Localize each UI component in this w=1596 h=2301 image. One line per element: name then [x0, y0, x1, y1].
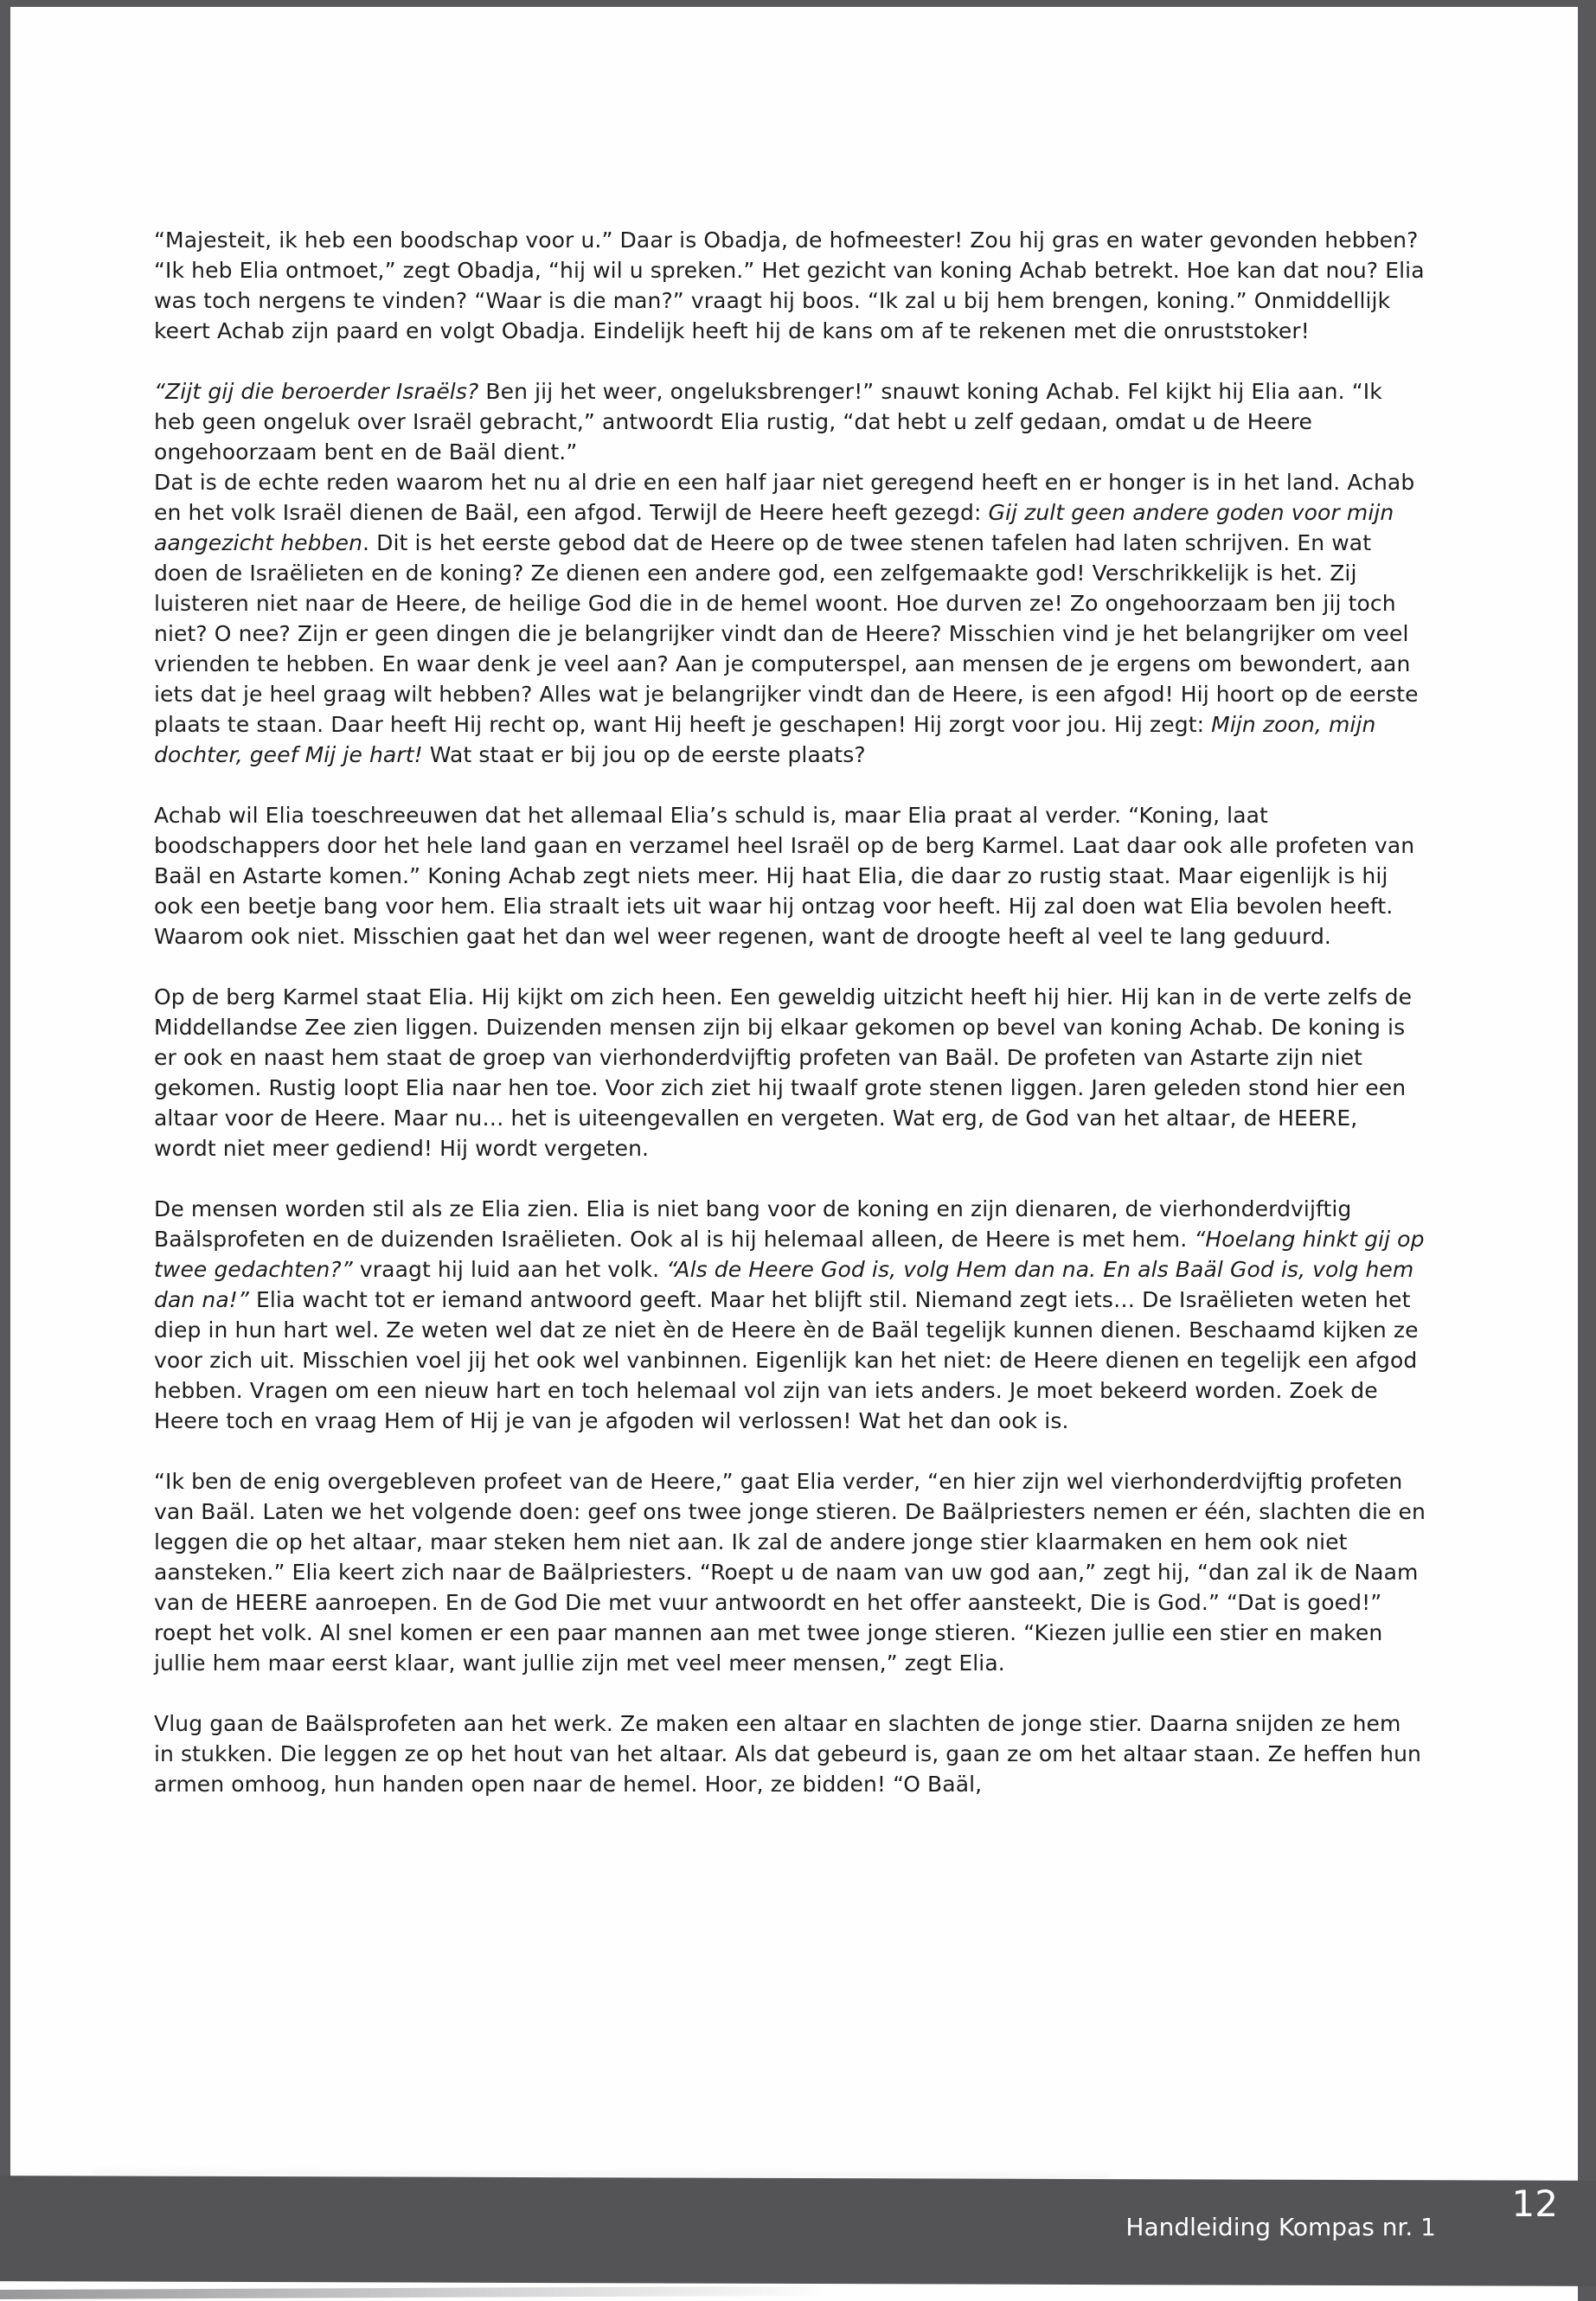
text-run: “Majesteit, ik heb een boodschap voor u.” Daar is Obadja, de hofmeester! Zou hij gras en water gevonden hebben? “Ik heb Elia ontmoet,” zegt Obadja, “hij wil u spreken.” Het gezicht van koning Achab betrekt. Hoe kan dat nou? Elia was toch nergens te vinden? “Waar is die man?” vraagt hij boos. “Ik zal u bij hem brengen, koning.” Onmiddellijk keert Achab zijn paard en volgt Obadja. Eindelijk heeft hij de kans om af te rekenen met die onruststoker! [154, 228, 1425, 343]
paragraph [154, 982, 1426, 1163]
text-run: Dat is de echte reden waarom het nu al drie en een half jaar niet geregend heeft en er honger is in het land. Achab en het volk Israël dienen de Baäl, een afgod. Terwijl de Heere heeft gezegd: [154, 470, 1415, 525]
text-run: Achab wil Elia toeschreeuwen dat het allemaal Elia’s schuld is, maar Elia praat al verder. “Koning, laat boodschappers door het hele land gaan en verzamel heel Israël op de berg Karmel. Laat daar ook alle profeten van Baäl en Astarte komen.” Koning Achab zegt niets meer. Hij haat Elia, die daar zo rustig staat. Maar eigenlijk is hij ook een beetje bang voor hem. Elia straalt iets uit waar hij ontzag voor heeft. Hij zal doen wat Elia bevolen heeft. Waarom ook niet. Misschien gaat het dan wel weer regenen, want de droogte heeft al veel te lang geduurd. [154, 803, 1415, 949]
text-run: Ben jij het weer, ongeluksbrenger!” snauwt koning Achab. Fel kijkt hij Elia aan. “Ik heb geen ongeluk over Israël gebracht,” antwoordt Elia rustig, “dat hebt u zelf gedaan, omdat u de Heere ongehoorzaam bent en de Baäl dient.” [154, 379, 1382, 465]
quote-italic-run: “Zijt gij die beroerder Israëls? [154, 379, 479, 404]
text-run: “Ik ben de enig overgebleven profeet van de Heere,” gaat Elia verder, “en hier zijn wel vierhonderdvijftig profeten van Baäl. Laten we het volgende doen: geef ons twee jonge stieren. De Baälpriesters nemen er één, slachten die en leggen die op het altaar, maar steken hem niet aan. Ik zal de andere jonge stier klaarmaken en hem ook niet aansteken.” Elia keert zich naar de Baälpriesters. “Roept u de naam van uw god aan,” zegt hij, “dan zal ik de Naam van de HEERE aanroepen. En de God Die met vuur antwoordt en het offer aansteekt, Die is God.” “Dat is goed!” roept het volk. Al snel komen er een paar mannen aan met twee jonge stieren. “Kiezen jullie een stier en maken jullie hem maar eerst klaar, want jullie zijn met veel meer mensen,” zegt Elia. [154, 1469, 1426, 1676]
scan-border-top [0, 0, 1596, 7]
quote-italic-run: Mijn zoon, mijn dochter, geef Mij je hart! [154, 712, 1376, 767]
paragraph [154, 1194, 1426, 1436]
paragraph [154, 1708, 1426, 1799]
text-column [154, 225, 1426, 1799]
paragraph [154, 225, 1426, 346]
text-run: De mensen worden stil als ze Elia zien. Elia is niet bang voor de koning en zijn dienaren, de vierhonderdvijftig Baälsprofeten en de duizenden Israëlieten. Ook al is hij helemaal alleen, de Heere is met hem. [154, 1196, 1352, 1252]
page-number: 12 [1511, 2182, 1558, 2225]
paragraph [154, 376, 1426, 467]
scan-shadow-bottom [0, 2286, 830, 2299]
paragraph [154, 800, 1426, 952]
scan-border-left [0, 0, 10, 2197]
text-run: Op de berg Karmel staat Elia. Hij kijkt om zich heen. Een geweldig uitzicht heeft hij hier. Hij kan in de verte zelfs de Middellandse Zee zien liggen. Duizenden mensen zijn bij elkaar gekomen op bevel van koning Achab. De koning is er ook en naast hem staat de groep van vierhonderdvijftig profeten van Baäl. De profeten van Astarte zijn niet gekomen. Rustig loopt Elia naar hen toe. Voor zich ziet hij twaalf grote stenen liggen. Jaren geleden stond hier een altaar voor de Heere. Maar nu… het is uiteengevallen en vergeten. Wat erg, de God van het altaar, de HEERE, wordt niet meer gediend! Hij wordt vergeten. [154, 984, 1413, 1161]
text-run: Wat staat er bij jou op de eerste plaats? [422, 742, 866, 767]
text-run: Elia wacht tot er iemand antwoord geeft. Maar het blijft stil. Niemand zegt iets… De Israëlieten weten het diep in hun hart wel. Ze weten wel dat ze niet èn de Heere èn de Baäl tegelijk kunnen dienen. Beschaamd kijken ze voor zich uit. Misschien voel jij het ook wel vanbinnen. Eigenlijk kan het niet: de Heere dienen en tegelijk een afgod hebben. Vragen om een nieuw hart en toch helemaal vol zijn van iets anders. Je moet bekeerd worden. Zoek de Heere toch en vraag Hem of Hij je van je afgoden wil verlossen! Wat het dan ook is. [154, 1287, 1419, 1433]
text-run: . Dit is het eerste gebod dat de Heere op de twee stenen tafelen had laten schrijven. En wat doen de Israëlieten en de koning? Ze dienen een andere god, een zelfgemaakte god! Verschrikkelijk is het. Zij luisteren niet naar de Heere, de heilige God die in de hemel woont. Hoe durven ze! Zo ongehoorzaam ben jij toch niet? O nee? Zijn er geen dingen die je belangrijker vindt dan de Heere? Misschien vind je het belangrijker om veel vrienden te hebben. En waar denk je veel aan? Aan je computerspel, aan mensen de je ergens om bewondert, aan iets dat je heel graag wilt hebben? Alles wat je belangrijker vindt dan de Heere, is een afgod! Hij hoort op de eerste plaats te staan. Daar heeft Hij recht op, want Hij heeft je geschapen! Hij zorgt voor jou. Hij zegt: [154, 530, 1419, 737]
quote-italic-run: “Hoelang hinkt gij op twee gedachten?” [154, 1227, 1425, 1282]
paragraph [154, 467, 1426, 770]
paragraph [154, 1466, 1426, 1678]
quote-italic-run: “Als de Heere God is, volg Hem dan na. En als Baäl God is, volg hem dan na!” [154, 1257, 1414, 1312]
footer-manual-label: Handleiding Kompas nr. 1 [1125, 2213, 1436, 2241]
text-run: Vlug gaan de Baälsprofeten aan het werk. Ze maken een altaar en slachten de jonge stier. Daarna snijden ze hem in stukken. Die leggen ze op het hout van het altaar. Als dat gebeurd is, gaan ze om het altaar staan. Ze heffen hun armen omhoog, hun handen open naar de hemel. Hoor, ze bidden! “O Baäl, [154, 1711, 1421, 1797]
text-run: vraagt hij luid aan het volk. [352, 1257, 667, 1282]
quote-italic-run: Gij zult geen andere goden voor mijn aangezicht hebben [154, 500, 1394, 555]
scan-border-right [1578, 0, 1596, 2301]
